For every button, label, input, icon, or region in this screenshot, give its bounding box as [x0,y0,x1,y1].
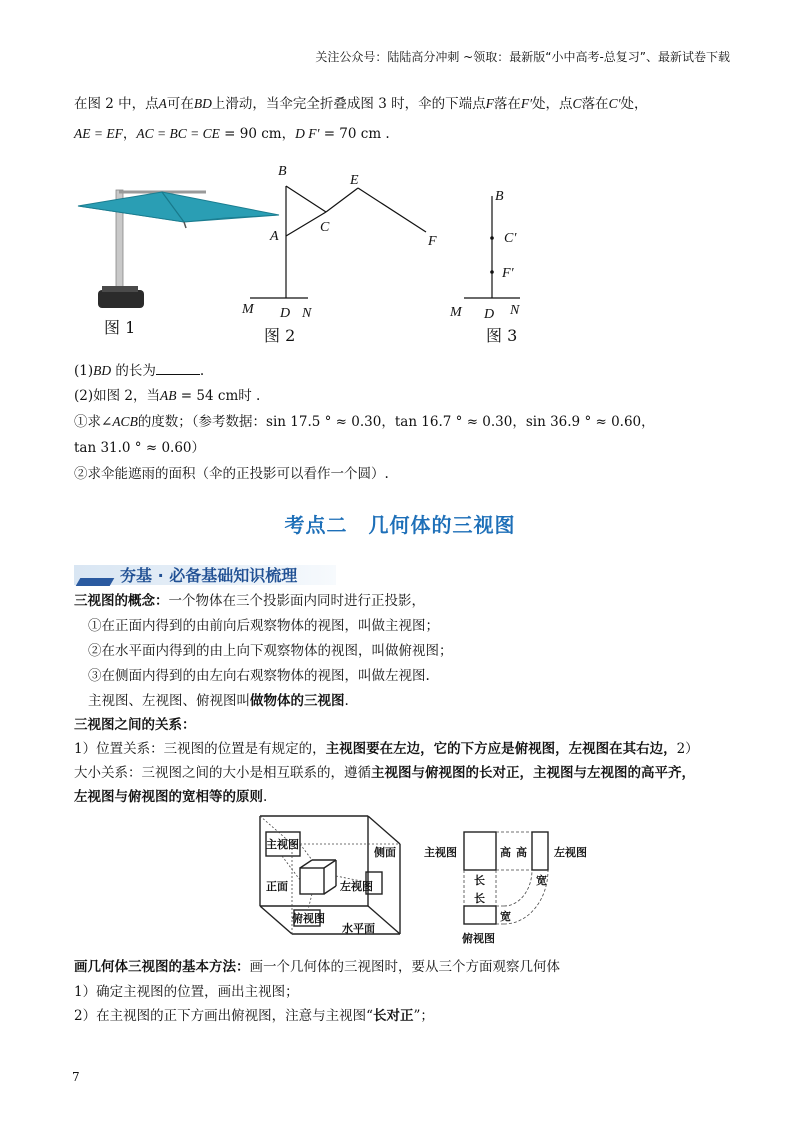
label-C: C [320,220,330,235]
label-width-1: 宽 [536,874,547,887]
page-header: 关注公众号：陆陆高分冲刺 ~领取：最新版“小中高考-总复习”、最新试卷下载 [315,50,730,64]
label-length-1: 长 [474,874,485,887]
intro-line-1 [74,94,648,114]
label-N: N [302,306,312,321]
q-text: ①求∠ [74,414,113,430]
value: = 70 cm . [319,126,390,142]
label-length-2: 长 [474,892,485,905]
relation-label-text: 三视图之间的关系： [74,717,196,733]
label-D: D [280,306,291,321]
var-ACB: ACB [112,414,138,429]
var-F: F [485,96,494,111]
figure-1-caption: 图 1 [104,318,136,337]
bold-text: 做物体的三视图 [250,693,345,709]
label-N: N [510,303,520,318]
var-C: C [572,96,582,111]
var-F-prime: F′ [520,96,533,111]
label-horizontal-plane: 水平面 [342,922,375,935]
method-step-1: 1）确定主视图的位置，画出主视图； [74,984,299,1000]
concept-item-3: ③在侧面内得到的由左向右观察物体的视图，叫做左视图. [88,668,430,684]
label-left-view: 左视图 [554,846,587,859]
question-2-1-cont: tan 31.0 ° ≈ 0.60） [74,440,206,456]
label-D: D [484,307,495,322]
text: . [263,789,268,805]
section-title: 考点二 几何体的三视图 [284,513,516,537]
label-width-2: 宽 [500,910,511,923]
figure-3-caption: 图 3 [486,326,518,345]
label-A: A [270,229,279,244]
label-height-2: 高 [516,846,527,859]
relation-line-2 [74,763,695,783]
intro-text: 处， [620,96,648,112]
intro-line-2 [74,124,390,144]
concept-text: 一个物体在三个投影面内同时进行正投影， [168,593,425,609]
text: 1）位置关系：三视图的位置是有规定的， [74,741,326,757]
concept-line [74,591,425,611]
text: 主视图、左视图、俯视图叫 [88,693,250,709]
intro-text: 上滑动，当伞完全折叠成图 3 时，伞的下端点 [211,96,486,112]
concept-label: 三视图的概念： [74,593,169,609]
intro-text: 在图 2 中，点 [74,96,159,112]
var-C-prime: C′ [608,96,621,111]
label-left-view: 左视图 [340,880,373,893]
q-text: (2)如图 2，当 [74,388,161,404]
relation-line-3 [74,787,267,807]
label-C-prime: C′ [504,231,517,246]
var-AB: AB [160,388,177,403]
label-E: E [350,173,359,188]
equation: AE = EF [74,126,123,141]
text: . [344,693,349,709]
label-B: B [278,164,287,179]
q-text: 的度数；（参考数据：sin 17.5 ° ≈ 0.30，tan 16.7 ° ≈ 0.30，sin 36.9 ° ≈ 0.60， [137,414,655,430]
three-view-layout-diagram [420,822,600,948]
intro-text: 处，点 [532,96,573,112]
bold-text: 主视图与俯视图的长对正，主视图与左视图的高平齐， [371,765,695,781]
banner-accent-bar [76,578,115,586]
concept-item-1: ①在正面内得到的由前向后观察物体的视图，叫做主视图； [88,618,439,634]
label-F: F [428,234,437,249]
relation-line-1 [74,739,699,759]
concept-item-4 [88,691,349,711]
q-text: (1) [74,363,94,379]
text: 大小关系：三视图之间的大小是相互联系的，遵循 [74,765,371,781]
bold-text: 左视图与俯视图的宽相等的原则 [74,789,263,805]
bold-text: 主视图要在左边，它的下方应是俯视图，左视图在其右边， [325,741,677,757]
page-number: 7 [72,1070,80,1084]
intro-text: 落在 [493,96,521,112]
question-1 [74,360,204,381]
question-2 [74,386,260,406]
equation: AC = BC = CE [136,126,220,141]
label-side-plane: 侧面 [374,846,396,859]
label-M: M [450,305,462,320]
label-M: M [242,302,254,317]
label-front-view: 主视图 [266,838,299,851]
var-A: A [158,96,167,111]
method-label: 画几何体三视图的基本方法： [74,959,250,975]
var-BD: BD [93,363,112,378]
method-line [74,957,560,977]
label-B: B [495,189,504,204]
figure-2-caption: 图 2 [264,326,296,345]
text: ”； [413,1008,434,1024]
geometry-figure-3 [440,180,550,325]
label-front-view: 主视图 [424,846,457,859]
method-step-2 [74,1006,434,1026]
concept-item-2: ②在水平面内得到的由上向下观察物体的视图，叫做俯视图； [88,643,453,659]
label-height-1: 高 [500,846,511,859]
equation: D F′ [295,126,320,141]
q-text: = 54 cm时 . [176,388,261,404]
answer-blank[interactable] [156,360,200,375]
method-text: 画一个几何体的三视图时，要从三个方面观察几何体 [249,959,560,975]
label-F-prime: F′ [502,266,514,281]
bold-text: 长对正 [373,1008,414,1024]
value: = 90 cm， [219,126,296,142]
section-banner [74,562,336,588]
question-2-2: ②求伞能遮雨的面积（伞的正投影可以看作一个圆）. [74,466,389,482]
geometry-figure-2 [236,160,452,350]
intro-text: 落在 [581,96,609,112]
question-2-1 [74,412,655,432]
q-text: 的长为 [111,363,156,379]
projection-box-diagram [256,810,404,938]
label-front-plane: 正面 [266,880,288,893]
label-top-view: 俯视图 [462,932,495,945]
q-text: . [199,363,205,379]
relation-label [74,715,196,735]
text: 2） [676,741,699,757]
label-top-view: 俯视图 [292,912,325,925]
intro-text: 可在 [166,96,194,112]
var-BD: BD [193,96,212,111]
banner-text: 夯基 · 必备基础知识梳理 [120,566,298,585]
separator: ， [122,126,137,142]
text: 2）在主视图的正下方画出俯视图，注意与主视图“ [74,1008,373,1024]
